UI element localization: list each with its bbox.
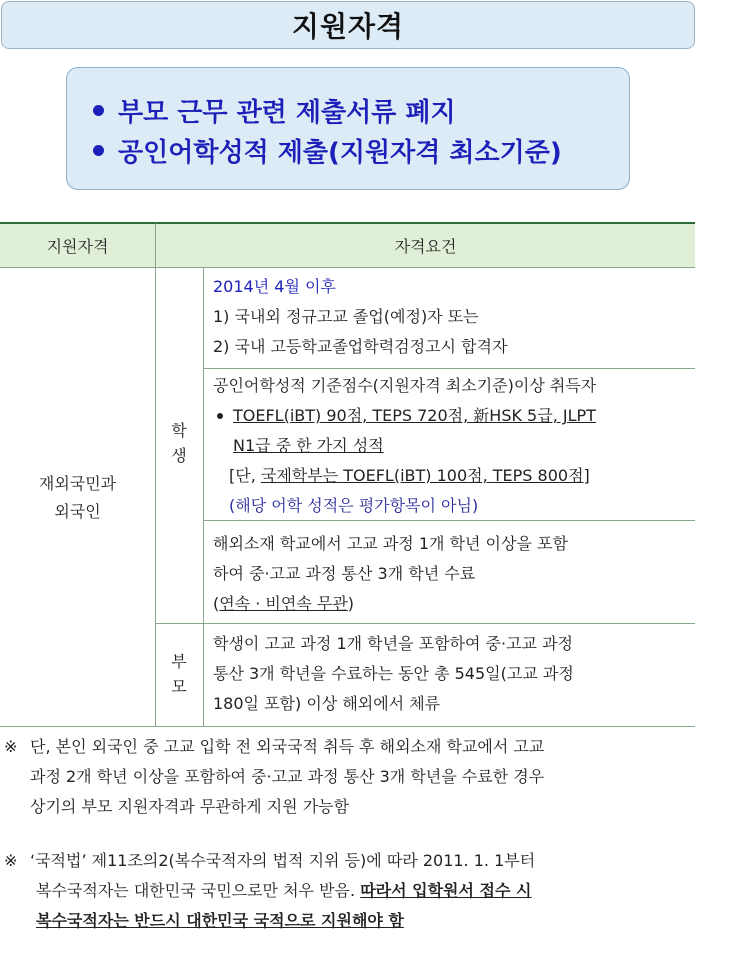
note-emphasis: 따라서 입학원서 접수 시 — [360, 881, 532, 900]
requirement-cell-overseas-school — [213, 529, 691, 619]
requirement-line: 1) 국내외 정규고교 졸업(예정)자 또는 — [213, 307, 479, 326]
requirement-line: 180일 포함) 이상 해외에서 체류 — [213, 694, 441, 713]
page-title: 지원자격 — [291, 10, 405, 43]
footnote-foreigner — [4, 732, 544, 822]
parent-label-char: 모 — [171, 677, 187, 696]
student-label-char: 학 — [171, 421, 187, 440]
requirement-line: 공인어학성적 기준점수(지원자격 최소기준)이상 취득자 — [213, 376, 597, 395]
table-header-qualification: 지원자격 — [0, 222, 155, 268]
requirement-line: 2) 국내 고등학교졸업학력검정고시 합격자 — [213, 337, 508, 356]
language-score-note: (해당 어학 성적은 평가항목이 아님) — [229, 496, 479, 515]
language-score-item-cont — [213, 431, 691, 461]
note-line: 단, 본인 외국인 중 고교 입학 전 외국국적 취득 후 해외소재 학교에서 고교 — [30, 737, 545, 756]
parent-label-char: 부 — [171, 652, 187, 671]
paren-open: ( — [213, 594, 220, 613]
requirement-line: 학생이 고교 과정 1개 학년을 포함하여 중·고교 과정 — [213, 634, 573, 653]
bullet-icon — [93, 105, 104, 116]
note-mark: ※ — [4, 851, 18, 870]
table-divider — [155, 623, 695, 624]
paren-close: ) — [347, 594, 355, 613]
language-score-text: N1급 중 한 가지 성적 — [233, 436, 384, 455]
note-line — [4, 876, 535, 906]
highlight-item — [93, 132, 562, 169]
requirement-cell-parent — [213, 629, 691, 719]
requirement-line: 해외소재 학교에서 고교 과정 1개 학년 이상을 포함 — [213, 534, 568, 553]
requirement-cell-graduation — [213, 272, 691, 362]
exception-prefix: [단, — [229, 466, 261, 485]
student-label-char: 생 — [171, 446, 187, 465]
note-line: 상기의 부모 지원자격과 무관하게 지원 가능함 — [30, 797, 350, 816]
note-line — [4, 906, 535, 936]
language-score-item — [213, 401, 691, 431]
requirement-date: 2014년 4월 이후 — [213, 277, 336, 296]
highlight-item — [93, 92, 456, 129]
group-label-line: 재외국민과 — [38, 473, 117, 493]
language-score-exception — [213, 461, 691, 491]
highlight-text: 공인어학성적 제출(지원자격 최소기준) — [118, 138, 562, 168]
table-divider — [203, 368, 695, 369]
exception-text: 국제학부는 TOEFL(iBT) 100점, TEPS 800점 — [260, 466, 584, 485]
language-score-text: TOEFL(iBT) 90점, TEPS 720점, 新HSK 5급, JLPT — [233, 406, 596, 425]
page-title-banner — [1, 1, 695, 49]
group-label — [0, 268, 155, 727]
student-label — [155, 418, 203, 468]
note-emphasis: 복수국적자는 반드시 대한민국 국적으로 지원해야 함 — [36, 911, 404, 930]
group-label-line: 외국인 — [54, 501, 101, 521]
footnote-dual-nationality — [4, 846, 535, 936]
continuity-text: 연속 · 비연속 무관 — [219, 594, 348, 613]
requirement-line — [213, 589, 691, 619]
note-line: 과정 2개 학년 이상을 포함하여 중·고교 과정 통산 3개 학년을 수료한 경우 — [30, 767, 545, 786]
note-line: ‘국적법’ 제11조의2(복수국적자의 법적 지위 등)에 따라 2011. 1. 1부터 — [30, 851, 536, 870]
requirement-line: 하여 중·고교 과정 통산 3개 학년 수료 — [213, 564, 476, 583]
bullet-icon — [93, 145, 104, 156]
highlight-text: 부모 근무 관련 제출서류 폐지 — [118, 98, 456, 128]
highlight-box — [66, 67, 630, 190]
bullet-icon — [217, 413, 223, 419]
requirement-cell-language — [213, 371, 691, 521]
qualification-table — [0, 222, 695, 727]
note-text: 복수국적자는 대한민국 국민으로만 처우 받음. — [36, 881, 361, 900]
note-mark: ※ — [4, 737, 18, 756]
parent-label — [155, 649, 203, 699]
exception-suffix: ] — [583, 466, 590, 485]
table-header-requirements: 자격요건 — [155, 222, 695, 268]
table-divider — [203, 268, 204, 727]
requirement-line: 통산 3개 학년을 수료하는 동안 총 545일(고교 과정 — [213, 664, 574, 683]
